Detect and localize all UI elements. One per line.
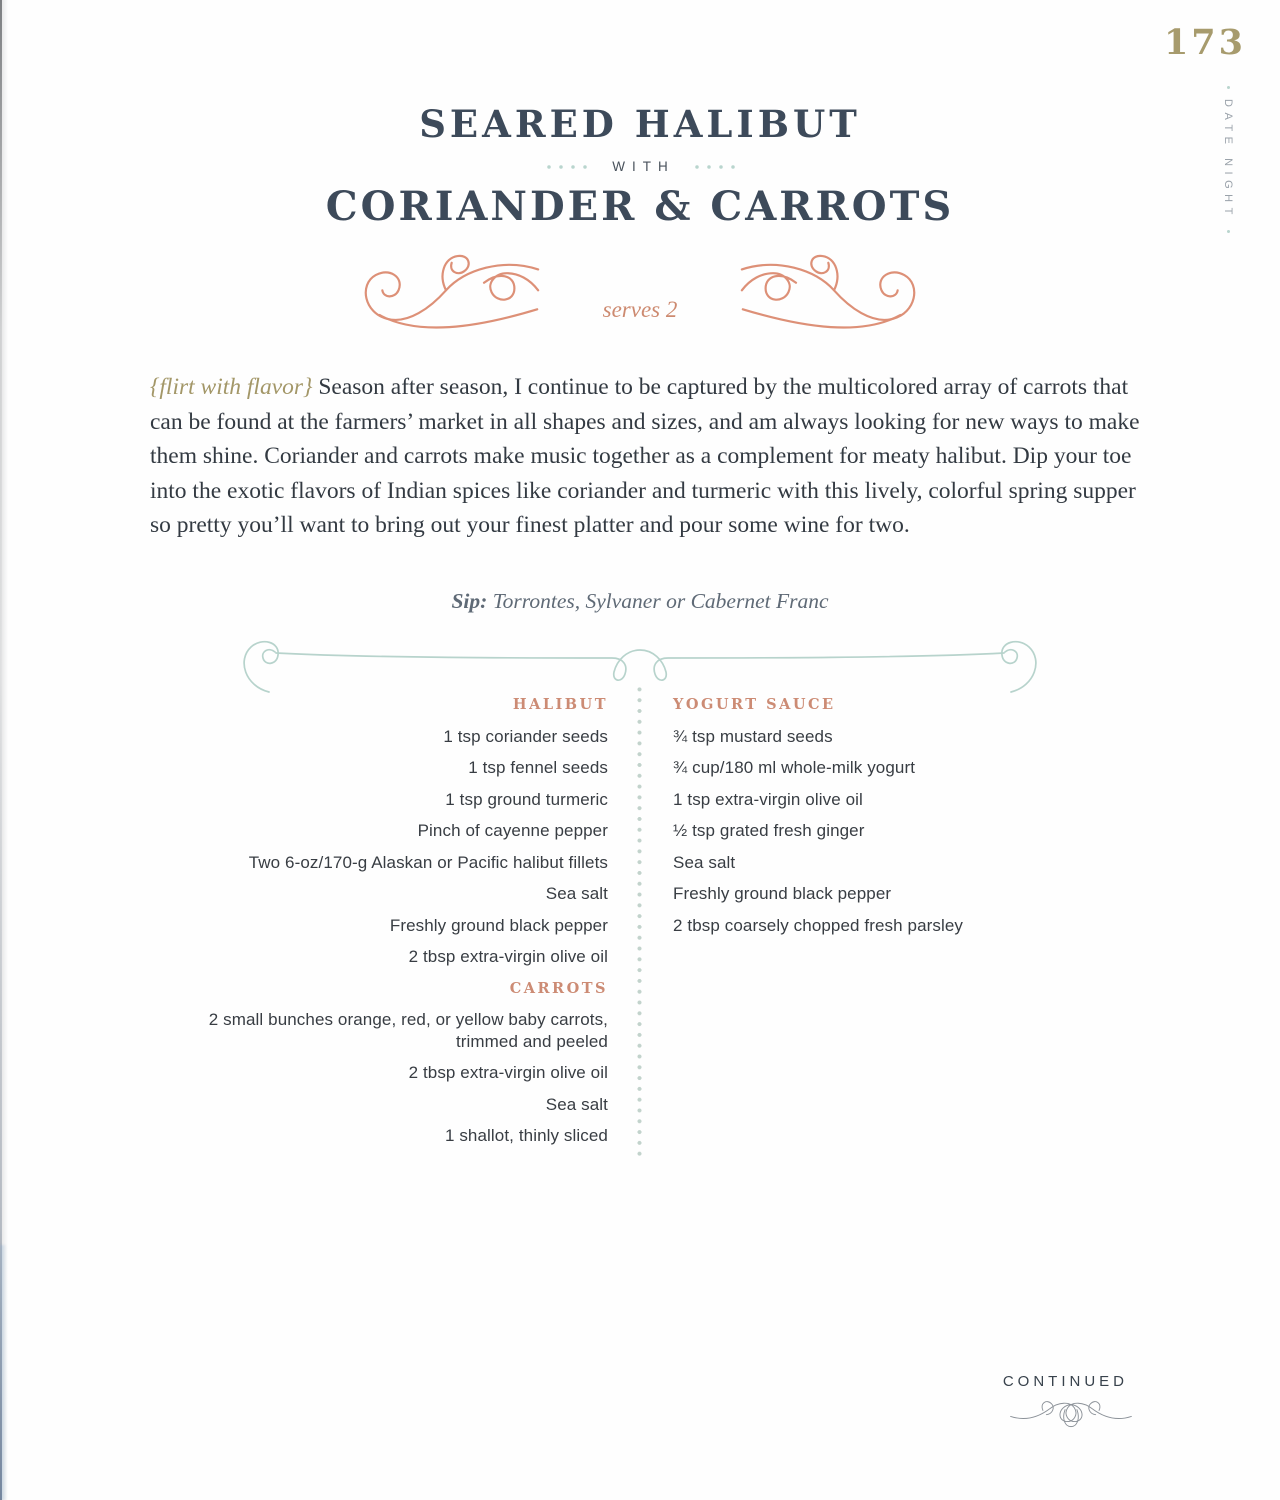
ingredient-group <box>673 689 1133 941</box>
ingredient-item: Sea salt <box>673 852 736 872</box>
ingredient-item: Freshly ground black pepper <box>673 884 892 903</box>
ingredient-item: 2 small bunches orange, red, or yellow baby carrots, trimmed and peeled <box>208 1010 608 1051</box>
ingredient-item: Sea salt <box>545 884 608 903</box>
intro-lead: {flirt with flavor} <box>150 374 313 400</box>
ingredient-item: ¾ cup/180 ml whole-milk yogurt <box>673 758 916 777</box>
ingredient-item: ¾ tsp mustard seeds <box>673 726 833 746</box>
ingredient-group-heading: HALIBUT <box>512 696 608 713</box>
ingredient-item: 1 shallot, thinly sliced <box>444 1126 608 1145</box>
calligraphy-flourish-right-icon <box>739 247 929 345</box>
ingredient-item: 2 tbsp coarsely chopped fresh parsley <box>673 915 964 935</box>
ingredient-list <box>150 721 608 973</box>
intro-text: Season after season, I continue to be captured by the multicolored array of carrots that can be found at the farmers’ market in all shapes and sizes, and am always looking for new ways to make them shine. Coriander and carrots make music together as a complement for meaty halibut. Dip your toe into the exotic flavors of Indian spices like coriander and turmeric with this lively, colorful spring supper so pretty you’ll want to bring out your finest platter and pour some wine for two. <box>150 374 1140 539</box>
ingredient-item: Sea salt <box>545 1094 608 1114</box>
dots-ornament-icon <box>543 165 589 169</box>
continued-flourish-icon <box>1005 1396 1137 1435</box>
ingredient-group <box>150 689 608 973</box>
chapter-side-label-text: DATE NIGHT <box>1222 99 1234 220</box>
ingredient-item: Two 6-oz/170-g Alaskan or Pacific halibut fillets <box>248 852 608 872</box>
ingredient-list <box>673 721 1133 942</box>
accent-dot-icon <box>1227 86 1230 89</box>
ingredients-right-column <box>673 689 1133 941</box>
title-connector: WITH <box>612 159 675 174</box>
ingredient-item: ½ tsp grated fresh ginger <box>673 821 865 840</box>
calligraphy-flourish-left-icon <box>351 247 541 345</box>
wine-pairing-line <box>0 589 1280 614</box>
recipe-title-line1: SEARED HALIBUT <box>419 102 861 146</box>
ingredient-group-heading: YOGURT SAUCE <box>673 696 836 713</box>
recipe-title-block <box>0 102 1280 230</box>
dots-ornament-icon <box>691 165 737 169</box>
serves-row <box>0 247 1280 345</box>
ingredient-item: Pinch of cayenne pepper <box>417 821 608 840</box>
ingredients-left-column <box>150 689 608 1152</box>
ingredient-list <box>150 1004 608 1152</box>
sip-text: Torrontes, Sylvaner or Cabernet Franc <box>487 589 829 613</box>
ingredient-item: 2 tbsp extra-virgin olive oil <box>408 1063 608 1082</box>
ingredient-group <box>150 973 608 1152</box>
ingredient-item: 1 tsp ground turmeric <box>445 789 608 809</box>
continued-label: CONTINUED <box>1002 1373 1128 1390</box>
page-edge-blue-tint <box>0 1245 7 1500</box>
page-number: 173 <box>1163 22 1246 63</box>
intro-paragraph <box>150 370 1142 543</box>
ingredient-item: 1 tsp fennel seeds <box>468 758 608 777</box>
ingredient-item: 1 tsp coriander seeds <box>443 726 608 746</box>
serves-label: serves 2 <box>602 297 678 322</box>
accent-dot-icon <box>1227 230 1230 233</box>
recipe-title-line2: CORIANDER & CARROTS <box>325 183 955 230</box>
dotted-divider <box>637 684 642 1156</box>
ingredient-item: 1 tsp extra-virgin olive oil <box>673 789 863 809</box>
sip-label: Sip: <box>451 589 488 613</box>
title-connector-row <box>0 159 1280 174</box>
ingredient-item: Freshly ground black pepper <box>389 915 608 935</box>
ingredient-group-heading: CARROTS <box>509 979 608 997</box>
ingredient-item: 2 tbsp extra-virgin olive oil <box>408 947 608 966</box>
